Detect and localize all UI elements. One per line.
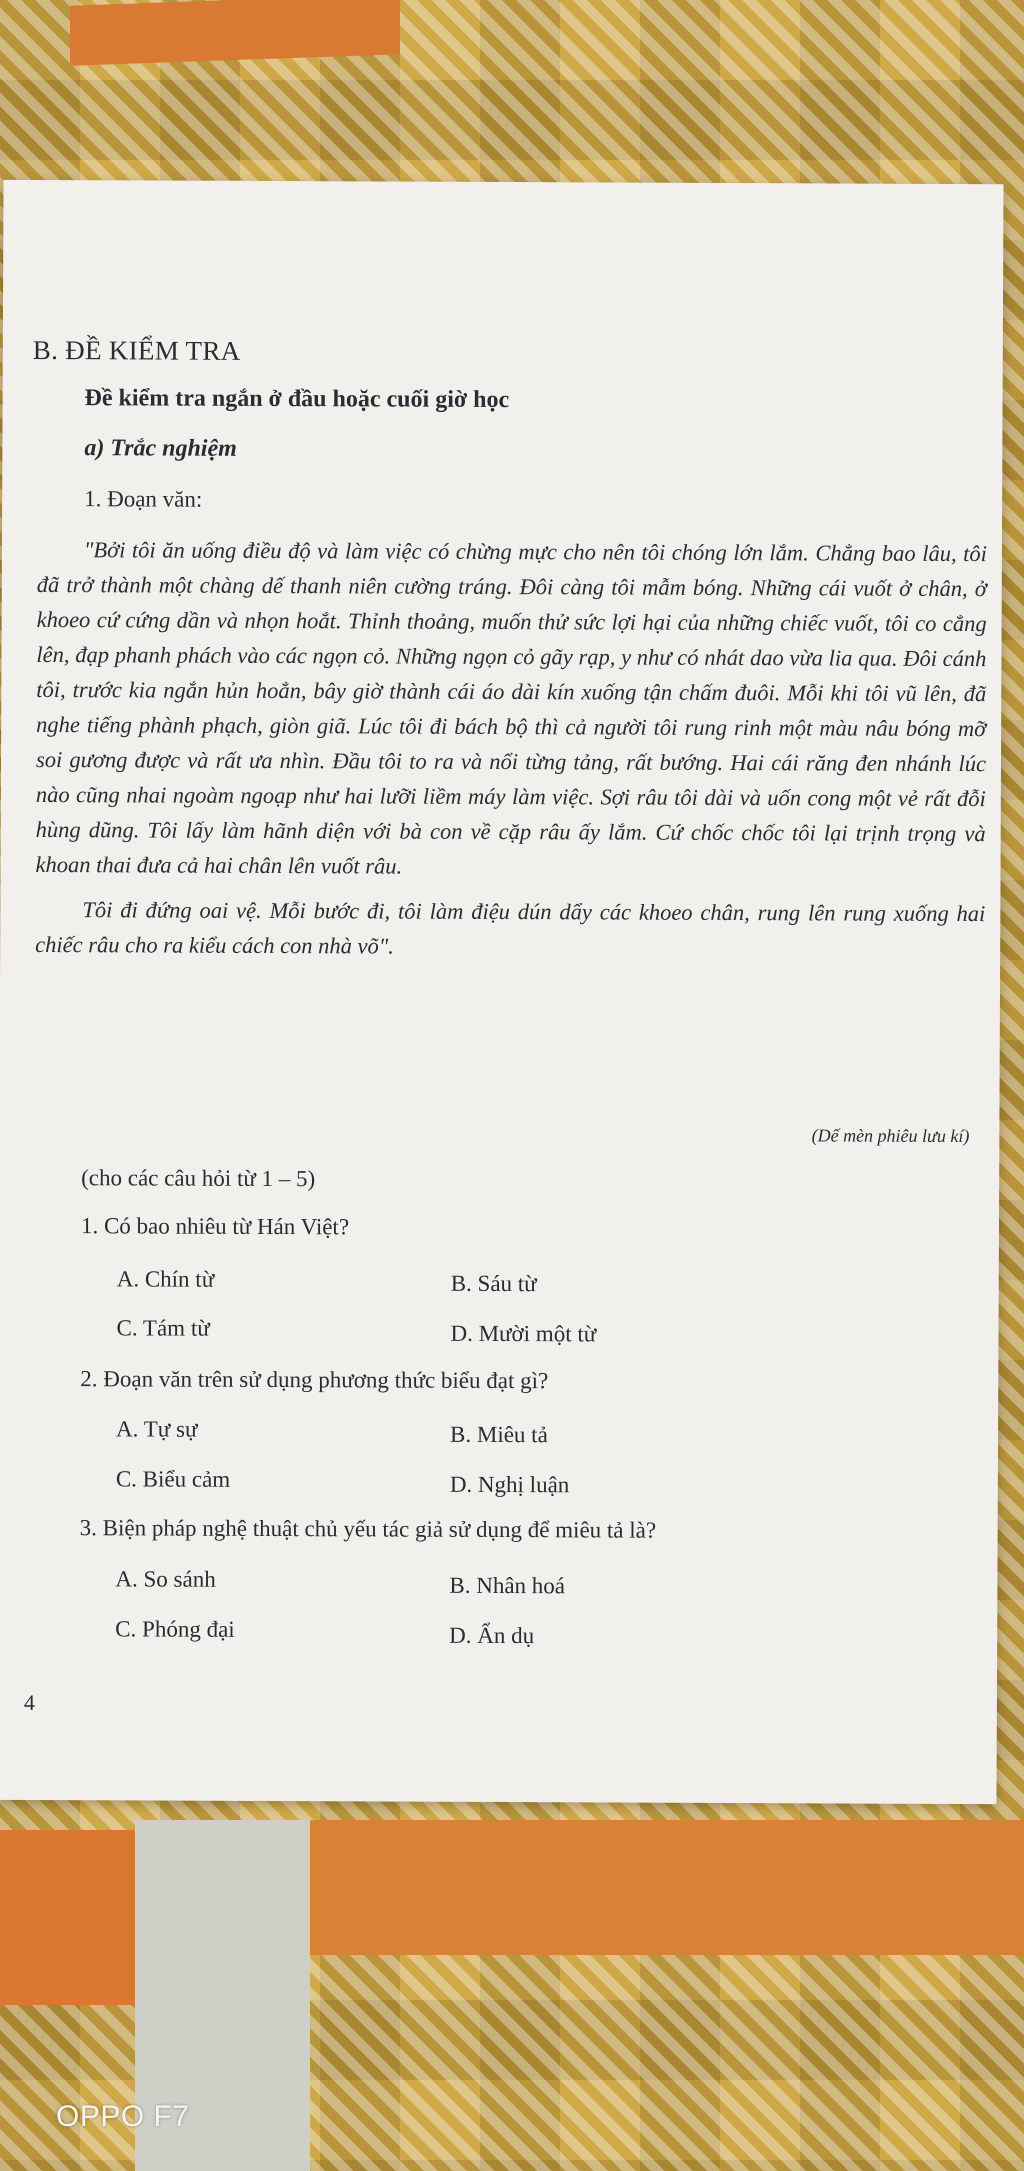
option-2a: A. Tự sự — [116, 1416, 198, 1442]
option-2d: D. Nghị luận — [449, 1471, 570, 1498]
tablecloth-patch — [70, 0, 400, 66]
option-1d: D. Mười một từ — [450, 1320, 597, 1347]
option-3a: A. So sánh — [115, 1566, 216, 1592]
passage — [35, 532, 987, 966]
question-range: (cho các câu hỏi từ 1 – 5) — [81, 1165, 316, 1192]
option-3b: B. Nhân hoá — [449, 1572, 566, 1599]
option-1b: B. Sáu từ — [450, 1270, 537, 1297]
camera-watermark: OPPO F7 — [56, 2100, 190, 2133]
option-2c: C. Biểu cảm — [115, 1466, 231, 1492]
section-heading: B. ĐỀ KIỂM TRA — [32, 334, 241, 366]
option-2b: B. Miêu tả — [450, 1421, 548, 1448]
option-3c: C. Phóng đại — [115, 1616, 235, 1642]
option-1c: C. Tám từ — [116, 1315, 210, 1341]
passage-paragraph: "Bởi tôi ăn uống điều độ và làm việc có chừng mực cho nên tôi chóng lớn lắm. Chẳng bao lâu, tôi đã trở thành một chàng dế thanh niên cường tráng. Đôi càng tôi mẫm bóng. Những cái vuốt ở chân, ở khoeo cứ cứng dần và nhọn hoắt. Thỉnh thoảng, muốn thử sức lợi hại của những chiếc vuốt, tôi co cẳng lên, đạp phanh phách vào các ngọn cỏ. Những ngọn cỏ gãy rạp, y như có nhát dao vừa lia qua. Đôi cánh tôi, trước kia ngắn hủn hoẳn, bây giờ thành cái áo dài kín xuống tận chấm đuôi. Mỗi khi tôi vũ lên, đã nghe tiếng phành phạch, giòn giã. Lúc tôi đi bách bộ thì cả người tôi rung rinh một màu nâu bóng mỡ soi gương được và rất ưa nhìn. Đầu tôi to ra và nổi từng tảng, rất bướng. Hai cái răng đen nhánh lúc nào cũng nhai ngoàm ngoạp như hai lưỡi liềm máy làm việc. Sợi râu tôi dài và uốn cong một vẻ rất đỗi hùng dũng. Tôi lấy làm hãnh diện với bà con về cặp râu ấy lắm. Cứ chốc chốc tôi lại trịnh trọng và khoan thai đưa cả hai chân lên vuốt râu. — [35, 537, 987, 879]
question-3: 3. Biện pháp nghệ thuật chủ yếu tác giả sử dụng để miêu tả là? — [79, 1515, 657, 1543]
option-1a: A. Chín từ — [116, 1266, 215, 1292]
page-number: 4 — [23, 1689, 35, 1715]
question-1: 1. Có bao nhiêu từ Hán Việt? — [80, 1213, 350, 1240]
tablecloth-patch — [0, 1830, 135, 2005]
passage-paragraph: Tôi đi đứng oai vệ. Mỗi bước đi, tôi làm điệu dún dẩy các khoeo chân, rung lên rung xuống hai chiếc râu cho ra kiểu cách con nhà võ". — [35, 897, 986, 959]
passage-source: (Dế mèn phiêu lưu kí) — [811, 1125, 970, 1147]
passage-label: 1. Đoạn văn: — [84, 486, 203, 512]
section-label: a) Trắc nghiệm — [84, 435, 237, 462]
test-subtitle: Đề kiểm tra ngắn ở đầu hoặc cuối giờ học — [84, 385, 510, 414]
question-2: 2. Đoạn văn trên sử dụng phương thức biểu đạt gì? — [80, 1366, 549, 1394]
option-3d: D. Ẩn dụ — [449, 1622, 535, 1649]
tablecloth-patch — [310, 1820, 1024, 1955]
book-page — [0, 180, 1004, 1804]
